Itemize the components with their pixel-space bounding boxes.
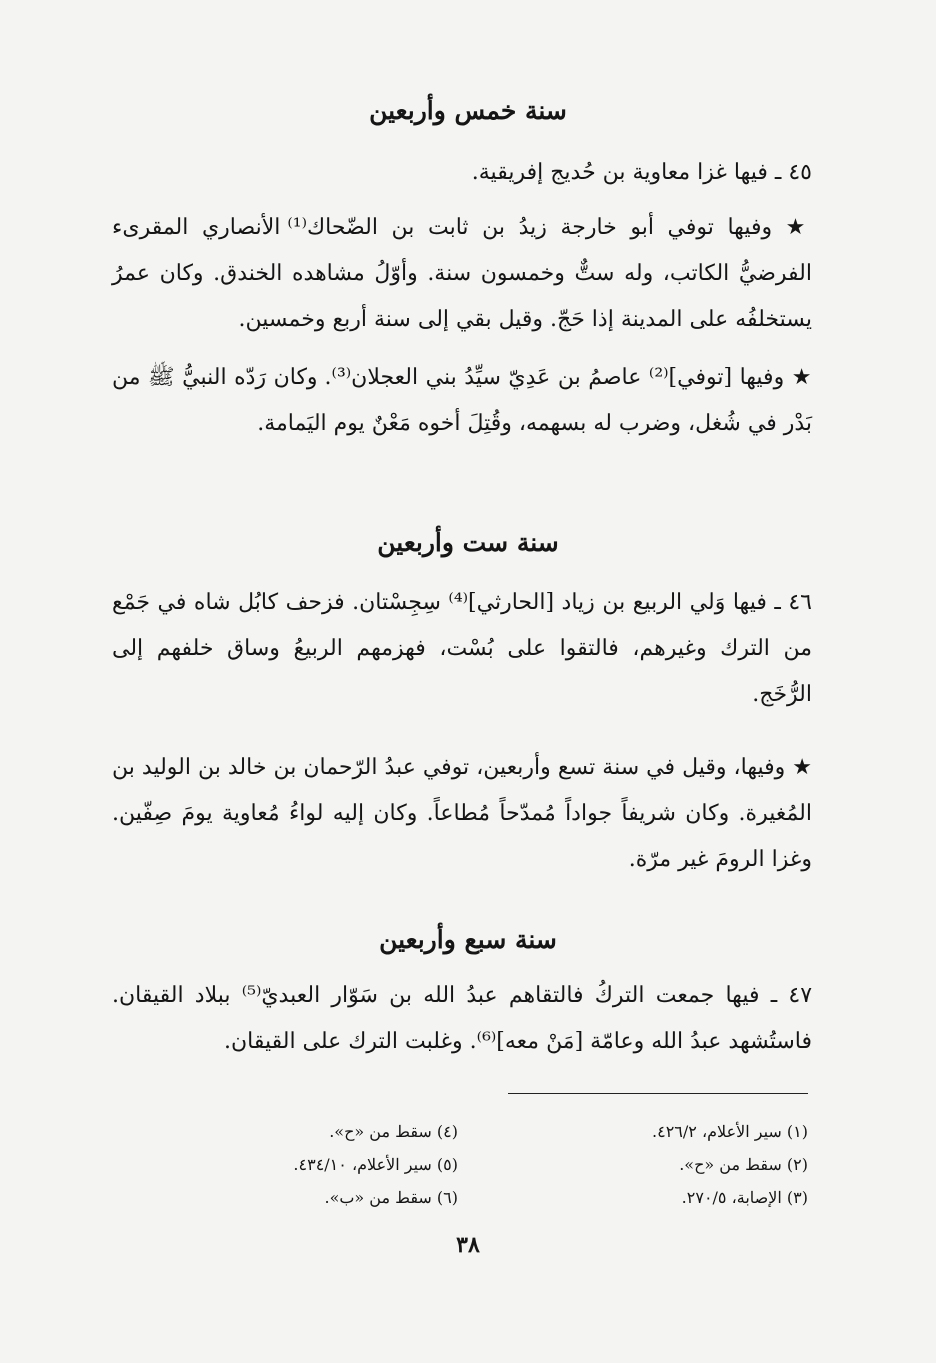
section-heading-year-46: سنة ست وأربعين <box>377 528 559 557</box>
section-heading-year-47: سنة سبع وأربعين <box>379 925 557 954</box>
page-number: ٣٨ <box>456 1232 480 1258</box>
footnote-3: (٣) الإصابة، ٢٧٠/٥. <box>681 1188 808 1207</box>
entry-47: ٤٧ ـ فيها جمعت التركُ فالتقاهم عبدُ الله بن سَوّار العبديّ⁽⁵⁾ ببلاد القيقان. فاستُشهد عبدُ الله وعامّة [مَنْ معه]⁽⁶⁾. وغلبت الترك على القيقان. <box>112 983 813 1054</box>
footnote-5: (٥) سير الأعلام، ٤٣٤/١٠. <box>293 1155 458 1174</box>
entry-46: ٤٦ ـ فيها وَلي الربيع بن زياد [الحارثي]⁽⁴⁾ سِجِسْتان. فزحف كابُل شاه في جَمْع من الترك وغيرهم، فالتقوا على بُسْت، فهزمهم الربيعُ وساق خلفهم إلى الرُّخَج. <box>112 590 812 707</box>
footnote-4: (٤) سقط من «ح». <box>329 1122 458 1141</box>
footnote-divider <box>508 1093 808 1094</box>
entry-45: ٤٥ ـ فيها غزا معاوية بن حُديج إفريقية. <box>471 160 812 185</box>
entry-abd-al-rahman-ibn-khalid: ★ وفيها، وقيل في سنة تسع وأربعين، توفي عبدُ الرّحمان بن خالد بن الوليد بن المُغيرة. وكان شريفاً جواداً مُمدّحاً مُطاعاً. وكان إليه لواءُ مُعاوية يومَ صِفّين. وغزا الرومَ غير مرّة. <box>112 755 812 872</box>
entry-zaid-ibn-thabit: ★ وفيها توفي أبو خارجة زيدُ بن ثابت بن الضّحاك⁽¹⁾ الأنصاري المقرىء الفرضيُّ الكاتب، وله ستٌّ وخمسون سنة. وأوّلُ مشاهده الخندق. وكان عمرُ يستخلفُه على المدينة إذا حَجّ. وقيل بقي إلى سنة أربع وخمسين. <box>112 215 812 332</box>
section-heading-year-45: سنة خمس وأربعين <box>369 96 567 125</box>
footnote-2: (٢) سقط من «ح». <box>679 1155 808 1174</box>
footnote-1: (١) سير الأعلام، ٤٢٦/٢. <box>652 1122 808 1141</box>
entry-asim-ibn-adi: ★ وفيها [توفي]⁽²⁾ عاصمُ بن عَدِيّ سيِّدُ بني العجلان⁽³⁾. وكان رَدّه النبيُّ ﷺ من بَدْر في شُغل، وضرب له بسهمه، وقُتِلَ أخوه مَعْنٌ يوم اليَمامة. <box>112 365 812 436</box>
footnote-6: (٦) سقط من «ب». <box>324 1188 458 1207</box>
